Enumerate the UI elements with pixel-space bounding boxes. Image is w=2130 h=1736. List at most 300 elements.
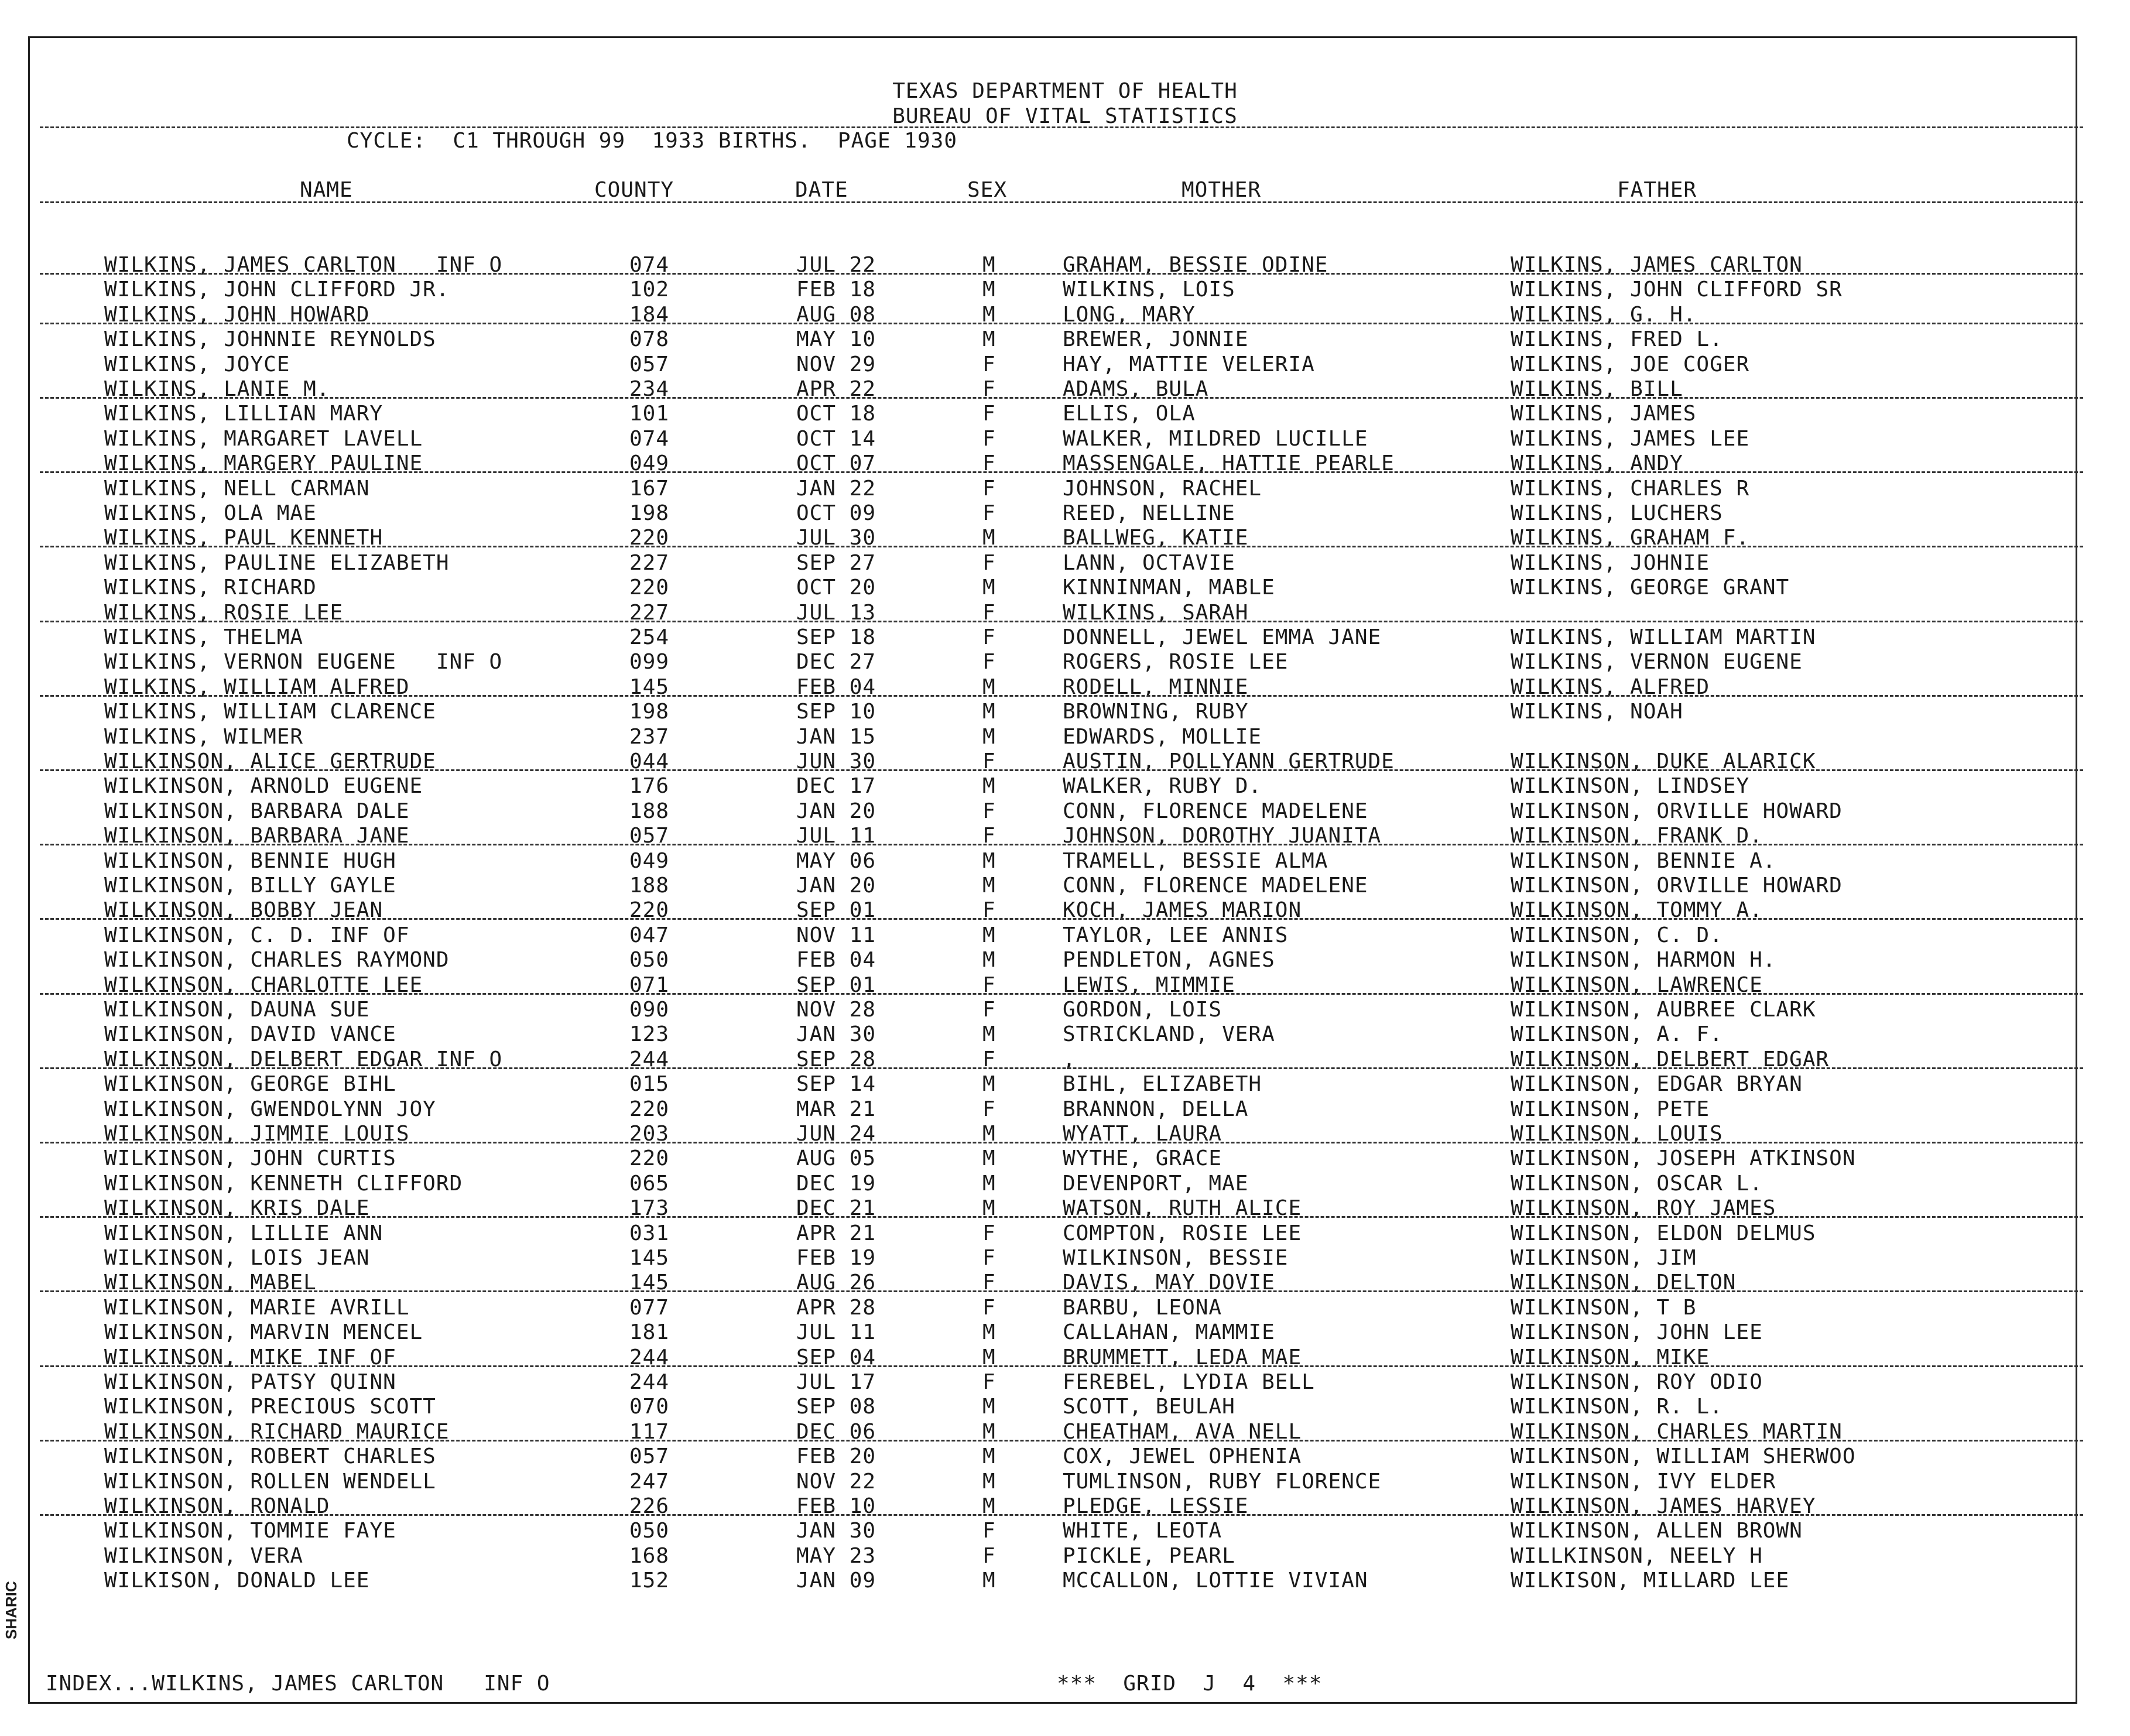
cell-sex: F	[982, 1271, 996, 1295]
cell-mother: REED, NELLINE	[1063, 501, 1235, 525]
cell-sex: F	[982, 1246, 996, 1270]
cell-mother: LEWIS, MIMMIE	[1063, 973, 1235, 997]
cell-sex: F	[982, 650, 996, 674]
cell-date: JUN 30	[796, 749, 876, 773]
cell-sex: F	[982, 477, 996, 501]
cell-name: WILKINSON, ROBERT CHARLES	[104, 1444, 436, 1468]
cell-mother: WILKINS, LOIS	[1063, 278, 1235, 302]
cell-sex: M	[982, 700, 996, 724]
cell-father: WILKINSON, JOHN LEE	[1511, 1320, 1763, 1344]
cell-county: 203	[629, 1122, 670, 1146]
cell-county: 220	[629, 898, 670, 922]
table-row	[0, 998, 2130, 1022]
cell-county: 057	[629, 824, 670, 848]
cell-name: WILKINSON, KRIS DALE	[104, 1196, 370, 1220]
cell-date: APR 28	[796, 1296, 876, 1320]
page-title: TEXAS DEPARTMENT OF HEALTH	[892, 79, 1238, 103]
cell-father: WILKINSON, EDGAR BRYAN	[1511, 1072, 1803, 1096]
cell-sex: F	[982, 1519, 996, 1543]
cell-sex: M	[982, 327, 996, 351]
cell-father: WILKISON, MILLARD LEE	[1511, 1569, 1790, 1593]
cell-date: AUG 05	[796, 1146, 876, 1170]
cell-mother: ,	[1063, 1047, 1076, 1071]
cell-mother: COX, JEWEL OPHENIA	[1063, 1444, 1302, 1468]
cell-father: WILKINSON, LINDSEY	[1511, 774, 1750, 798]
cell-county: 234	[629, 377, 670, 401]
cell-mother: MCCALLON, LOTTIE VIVIAN	[1063, 1569, 1368, 1593]
cell-mother: SCOTT, BEULAH	[1063, 1395, 1235, 1419]
cell-mother: RODELL, MINNIE	[1063, 675, 1249, 699]
cell-name: WILKINSON, LILLIE ANN	[104, 1221, 383, 1245]
cell-sex: M	[982, 1320, 996, 1344]
cell-date: FEB 18	[796, 278, 876, 302]
cell-county: 168	[629, 1544, 670, 1568]
page-subtitle: BUREAU OF VITAL STATISTICS	[892, 104, 1238, 128]
cell-county: 123	[629, 1022, 670, 1046]
footer-grid: *** GRID J 4 ***	[1057, 1672, 1323, 1696]
row-group-divider	[40, 397, 2083, 399]
cell-sex: F	[982, 824, 996, 848]
cell-sex: M	[982, 1345, 996, 1369]
cell-mother: WATSON, RUTH ALICE	[1063, 1196, 1302, 1220]
cell-county: 015	[629, 1072, 670, 1096]
cell-date: FEB 20	[796, 1444, 876, 1468]
cell-mother: TUMLINSON, RUBY FLORENCE	[1063, 1470, 1382, 1494]
cell-sex: M	[982, 1022, 996, 1046]
cell-date: MAY 23	[796, 1544, 876, 1568]
row-group-divider	[40, 695, 2083, 697]
cell-sex: M	[982, 1072, 996, 1096]
cell-sex: F	[982, 601, 996, 625]
cell-mother: CHEATHAM, AVA NELL	[1063, 1420, 1302, 1444]
cell-father: WILKINS, ANDY	[1511, 451, 1683, 475]
cell-name: WILKINSON, MARVIN MENCEL	[104, 1320, 423, 1344]
cell-name: WILKINS, MARGARET LAVELL	[104, 427, 423, 451]
cell-name: WILKINSON, ALICE GERTRUDE	[104, 749, 436, 773]
table-row	[0, 1246, 2130, 1271]
cell-county: 237	[629, 725, 670, 749]
cell-name: WILKINSON, ARNOLD EUGENE	[104, 774, 423, 798]
cell-date: FEB 04	[796, 948, 876, 972]
cell-date: OCT 07	[796, 451, 876, 475]
cell-sex: F	[982, 799, 996, 823]
cell-sex: F	[982, 501, 996, 525]
table-row	[0, 1544, 2130, 1569]
cell-mother: ELLIS, OLA	[1063, 402, 1196, 426]
cell-name: WILKINS, JOYCE	[104, 352, 290, 376]
cell-name: WILKINSON, BILLY GAYLE	[104, 874, 396, 898]
cell-county: 117	[629, 1420, 670, 1444]
cell-county: 198	[629, 700, 670, 724]
cell-date: JAN 09	[796, 1569, 876, 1593]
cell-date: DEC 21	[796, 1196, 876, 1220]
cell-name: WILKINS, THELMA	[104, 625, 304, 649]
row-group-divider	[40, 471, 2083, 473]
cell-sex: M	[982, 1420, 996, 1444]
cell-date: MAY 06	[796, 849, 876, 873]
cell-sex: M	[982, 874, 996, 898]
table-row	[0, 427, 2130, 451]
table-row	[0, 1221, 2130, 1246]
cell-date: JUL 17	[796, 1370, 876, 1394]
table-row	[0, 650, 2130, 674]
cell-father: WILKINS, FRED L.	[1511, 327, 1723, 351]
cell-mother: PENDLETON, AGNES	[1063, 948, 1275, 972]
cell-date: JAN 20	[796, 874, 876, 898]
row-group-divider	[40, 546, 2083, 547]
row-group-divider	[40, 323, 2083, 324]
cell-father: WILKINSON, JIM	[1511, 1246, 1697, 1270]
cell-date: APR 22	[796, 377, 876, 401]
cell-name: WILKINS, JOHN HOWARD	[104, 303, 370, 327]
cell-mother: COMPTON, ROSIE LEE	[1063, 1221, 1302, 1245]
cell-name: WILKINSON, JOHN CURTIS	[104, 1146, 396, 1170]
cell-name: WILKINSON, MABEL	[104, 1271, 317, 1295]
cell-name: WILKINSON, TOMMIE FAYE	[104, 1519, 396, 1543]
table-row	[0, 327, 2130, 352]
cell-name: WILKINSON, VERA	[104, 1544, 304, 1568]
cell-father: WILKINS, GRAHAM F.	[1511, 526, 1750, 550]
cell-date: JUL 11	[796, 1320, 876, 1344]
cell-sex: M	[982, 303, 996, 327]
cell-mother: DAVIS, MAY DOVIE	[1063, 1271, 1275, 1295]
table-row	[0, 774, 2130, 799]
cell-date: FEB 19	[796, 1246, 876, 1270]
cell-sex: F	[982, 1097, 996, 1121]
cell-date: NOV 11	[796, 923, 876, 947]
row-group-divider	[40, 1440, 2083, 1441]
cell-sex: F	[982, 898, 996, 922]
column-header-name: NAME	[300, 178, 353, 202]
cell-date: SEP 14	[796, 1072, 876, 1096]
cell-county: 198	[629, 501, 670, 525]
cell-father: WILKINSON, T B	[1511, 1296, 1697, 1320]
column-header-county: COUNTY	[594, 178, 674, 202]
cell-father: WILKINSON, ORVILLE HOWARD	[1511, 799, 1843, 823]
cell-sex: M	[982, 278, 996, 302]
cell-father: WILKINSON, MIKE	[1511, 1345, 1710, 1369]
cell-father: WILKINS, VERNON EUGENE	[1511, 650, 1803, 674]
cell-father: WILKINS, ALFRED	[1511, 675, 1710, 699]
cell-mother: GRAHAM, BESSIE ODINE	[1063, 253, 1328, 277]
cell-sex: F	[982, 998, 996, 1022]
cell-name: WILKINSON, DELBERT EDGAR INF O	[104, 1047, 503, 1071]
cell-date: APR 21	[796, 1221, 876, 1245]
cell-county: 090	[629, 998, 670, 1022]
table-row	[0, 1146, 2130, 1171]
cell-county: 244	[629, 1345, 670, 1369]
cell-sex: F	[982, 1221, 996, 1245]
cell-name: WILKINSON, KENNETH CLIFFORD	[104, 1172, 463, 1196]
cell-county: 188	[629, 799, 670, 823]
cell-name: WILKINSON, GWENDOLYNN JOY	[104, 1097, 436, 1121]
cell-county: 181	[629, 1320, 670, 1344]
cell-date: FEB 10	[796, 1494, 876, 1518]
cell-sex: M	[982, 1470, 996, 1494]
cell-date: OCT 20	[796, 576, 876, 600]
row-group-divider	[40, 1067, 2083, 1069]
cell-name: WILKINSON, ROLLEN WENDELL	[104, 1470, 436, 1494]
table-row	[0, 1370, 2130, 1395]
cell-county: 050	[629, 1519, 670, 1543]
table-row	[0, 725, 2130, 749]
cell-father: WILKINSON, DUKE ALARICK	[1511, 749, 1816, 773]
cell-date: SEP 10	[796, 700, 876, 724]
cell-father: WILKINS, BILL	[1511, 377, 1683, 401]
cell-date: JAN 20	[796, 799, 876, 823]
table-row	[0, 1444, 2130, 1469]
cell-sex: M	[982, 1395, 996, 1419]
cell-mother: JOHNSON, RACHEL	[1063, 477, 1262, 501]
cell-mother: BIHL, ELIZABETH	[1063, 1072, 1262, 1096]
cell-name: WILKINS, WILLIAM CLARENCE	[104, 700, 436, 724]
header-divider	[40, 126, 2083, 128]
cell-father: WILKINSON, ORVILLE HOWARD	[1511, 874, 1843, 898]
cell-father: WILKINSON, LAWRENCE	[1511, 973, 1763, 997]
row-group-divider	[40, 621, 2083, 622]
cell-date: DEC 06	[796, 1420, 876, 1444]
cell-name: WILKISON, DONALD LEE	[104, 1569, 370, 1593]
cell-county: 031	[629, 1221, 670, 1245]
cell-date: SEP 04	[796, 1345, 876, 1369]
cell-county: 247	[629, 1470, 670, 1494]
cell-mother: WYATT, LAURA	[1063, 1122, 1222, 1146]
cell-county: 226	[629, 1494, 670, 1518]
cell-name: WILKINSON, BARBARA DALE	[104, 799, 410, 823]
cell-date: SEP 27	[796, 551, 876, 575]
cell-date: DEC 27	[796, 650, 876, 674]
cell-father: WILKINS, GEORGE GRANT	[1511, 576, 1790, 600]
cell-mother: CONN, FLORENCE MADELENE	[1063, 874, 1368, 898]
cell-name: WILKINS, NELL CARMAN	[104, 477, 370, 501]
cell-date: SEP 18	[796, 625, 876, 649]
cell-county: 167	[629, 477, 670, 501]
cell-date: JAN 15	[796, 725, 876, 749]
cell-father: WILKINSON, BENNIE A.	[1511, 849, 1776, 873]
cell-father: WILKINSON, LOUIS	[1511, 1122, 1723, 1146]
cell-sex: M	[982, 948, 996, 972]
cell-name: WILKINS, RICHARD	[104, 576, 317, 600]
cell-mother: BARBU, LEONA	[1063, 1296, 1222, 1320]
cell-mother: STRICKLAND, VERA	[1063, 1022, 1275, 1046]
cell-name: WILKINS, PAULINE ELIZABETH	[104, 551, 450, 575]
cell-father: WILKINSON, ROY JAMES	[1511, 1196, 1776, 1220]
cell-father: WILKINS, LUCHERS	[1511, 501, 1723, 525]
cell-mother: BALLWEG, KATIE	[1063, 526, 1249, 550]
column-header-mother: MOTHER	[1182, 178, 1262, 202]
cell-mother: ADAMS, BULA	[1063, 377, 1209, 401]
cell-county: 078	[629, 327, 670, 351]
side-label: SHARIC	[2, 1581, 20, 1639]
table-row	[0, 576, 2130, 600]
cell-name: WILKINSON, CHARLES RAYMOND	[104, 948, 450, 972]
cell-name: WILKINSON, RICHARD MAURICE	[104, 1420, 450, 1444]
cell-father: WILKINSON, IVY ELDER	[1511, 1470, 1776, 1494]
cell-name: WILKINS, JOHN CLIFFORD JR.	[104, 278, 450, 302]
cell-sex: F	[982, 1296, 996, 1320]
table-row	[0, 1395, 2130, 1419]
cell-sex: M	[982, 1569, 996, 1593]
cell-name: WILKINSON, BENNIE HUGH	[104, 849, 396, 873]
table-row	[0, 874, 2130, 898]
cell-mother: WALKER, MILDRED LUCILLE	[1063, 427, 1368, 451]
cell-date: OCT 14	[796, 427, 876, 451]
cell-name: WILKINSON, PATSY QUINN	[104, 1370, 396, 1394]
table-row	[0, 923, 2130, 948]
table-row	[0, 1172, 2130, 1196]
cell-mother: LANN, OCTAVIE	[1063, 551, 1235, 575]
cell-county: 227	[629, 601, 670, 625]
cell-county: 071	[629, 973, 670, 997]
column-header-sex: SEX	[967, 178, 1008, 202]
cell-date: MAR 21	[796, 1097, 876, 1121]
cell-sex: M	[982, 1444, 996, 1468]
cell-date: JUL 11	[796, 824, 876, 848]
cell-name: WILKINSON, LOIS JEAN	[104, 1246, 370, 1270]
cell-name: WILKINS, JAMES CARLTON INF O	[104, 253, 503, 277]
row-group-divider	[40, 1514, 2083, 1516]
cell-name: WILKINSON, JIMMIE LOUIS	[104, 1122, 410, 1146]
cell-mother: AUSTIN, POLLYANN GERTRUDE	[1063, 749, 1395, 773]
table-row	[0, 1296, 2130, 1320]
cell-sex: M	[982, 576, 996, 600]
cell-mother: WHITE, LEOTA	[1063, 1519, 1222, 1543]
cell-sex: F	[982, 427, 996, 451]
cell-sex: F	[982, 749, 996, 773]
cell-father: WILKINSON, FRANK D.	[1511, 824, 1763, 848]
cell-sex: F	[982, 402, 996, 426]
table-row	[0, 799, 2130, 824]
cell-county: 188	[629, 874, 670, 898]
cell-name: WILKINSON, MIKE INF OF	[104, 1345, 396, 1369]
cell-date: MAY 10	[796, 327, 876, 351]
cell-mother: KOCH, JAMES MARION	[1063, 898, 1302, 922]
cell-sex: M	[982, 1196, 996, 1220]
cell-date: JUN 24	[796, 1122, 876, 1146]
cell-name: WILKINSON, CHARLOTTE LEE	[104, 973, 423, 997]
cell-sex: M	[982, 774, 996, 798]
cell-name: WILKINSON, BARBARA JANE	[104, 824, 410, 848]
cell-sex: F	[982, 1047, 996, 1071]
cell-sex: M	[982, 725, 996, 749]
cell-father: WILKINS, JAMES LEE	[1511, 427, 1750, 451]
cell-date: JUL 22	[796, 253, 876, 277]
table-row	[0, 1022, 2130, 1047]
column-header-date: DATE	[795, 178, 848, 202]
table-row	[0, 278, 2130, 302]
cell-father: WILKINS, WILLIAM MARTIN	[1511, 625, 1816, 649]
cell-father: WILKINS, JOHN CLIFFORD SR	[1511, 278, 1843, 302]
cell-mother: DEVENPORT, MAE	[1063, 1172, 1249, 1196]
row-group-divider	[40, 273, 2083, 275]
column-header-divider	[40, 201, 2083, 203]
cell-name: WILKINS, WILMER	[104, 725, 304, 749]
cell-mother: WILKINS, SARAH	[1063, 601, 1249, 625]
cell-county: 057	[629, 1444, 670, 1468]
cell-father: WILKINS, G. H.	[1511, 303, 1697, 327]
row-group-divider	[40, 1142, 2083, 1143]
cell-date: DEC 17	[796, 774, 876, 798]
cell-father: WILKINSON, HARMON H.	[1511, 948, 1776, 972]
table-row	[0, 1519, 2130, 1543]
cell-name: WILKINSON, C. D. INF OF	[104, 923, 410, 947]
footer-index: INDEX...WILKINS, JAMES CARLTON INF O	[46, 1672, 550, 1696]
cell-sex: F	[982, 451, 996, 475]
cell-father: WILKINSON, CHARLES MARTIN	[1511, 1420, 1843, 1444]
table-row	[0, 1470, 2130, 1494]
cell-county: 173	[629, 1196, 670, 1220]
cell-name: WILKINS, VERNON EUGENE INF O	[104, 650, 503, 674]
cell-county: 220	[629, 526, 670, 550]
cell-name: WILKINS, LILLIAN MARY	[104, 402, 383, 426]
cycle-line: CYCLE: C1 THROUGH 99 1933 BIRTHS. PAGE 1930	[347, 129, 957, 153]
cell-sex: M	[982, 1122, 996, 1146]
cell-mother: GORDON, LOIS	[1063, 998, 1222, 1022]
cell-mother: CALLAHAN, MAMMIE	[1063, 1320, 1275, 1344]
cell-mother: EDWARDS, MOLLIE	[1063, 725, 1262, 749]
table-row	[0, 352, 2130, 377]
cell-mother: MASSENGALE, HATTIE PEARLE	[1063, 451, 1395, 475]
table-row	[0, 1072, 2130, 1097]
cell-date: JUL 13	[796, 601, 876, 625]
row-group-divider	[40, 1216, 2083, 1218]
cell-mother: HAY, MATTIE VELERIA	[1063, 352, 1315, 376]
row-group-divider	[40, 769, 2083, 771]
cell-date: JAN 22	[796, 477, 876, 501]
cell-name: WILKINS, ROSIE LEE	[104, 601, 344, 625]
cell-name: WILKINS, OLA MAE	[104, 501, 317, 525]
table-row	[0, 402, 2130, 426]
cell-date: FEB 04	[796, 675, 876, 699]
cell-father: WILKINS, JAMES	[1511, 402, 1697, 426]
cell-mother: PLEDGE, LESSIE	[1063, 1494, 1249, 1518]
table-row	[0, 551, 2130, 576]
cell-mother: TRAMELL, BESSIE ALMA	[1063, 849, 1328, 873]
cell-date: JUL 30	[796, 526, 876, 550]
cell-name: WILKINS, WILLIAM ALFRED	[104, 675, 410, 699]
cell-date: SEP 01	[796, 973, 876, 997]
cell-date: JAN 30	[796, 1022, 876, 1046]
column-header-father: FATHER	[1617, 178, 1697, 202]
cell-county: 074	[629, 427, 670, 451]
cell-sex: F	[982, 551, 996, 575]
row-group-divider	[40, 993, 2083, 995]
cell-county: 220	[629, 576, 670, 600]
table-row	[0, 849, 2130, 874]
cell-date: SEP 01	[796, 898, 876, 922]
cell-name: WILKINS, LANIE M.	[104, 377, 330, 401]
table-row	[0, 501, 2130, 526]
cell-county: 099	[629, 650, 670, 674]
cell-name: WILKINSON, GEORGE BIHL	[104, 1072, 396, 1096]
cell-father: WILKINSON, A. F.	[1511, 1022, 1723, 1046]
cell-mother: WYTHE, GRACE	[1063, 1146, 1222, 1170]
table-row	[0, 948, 2130, 973]
cell-sex: F	[982, 1370, 996, 1394]
cell-name: WILKINS, MARGERY PAULINE	[104, 451, 423, 475]
cell-father: WILKINS, NOAH	[1511, 700, 1683, 724]
cell-county: 049	[629, 849, 670, 873]
cell-name: WILKINSON, DAVID VANCE	[104, 1022, 396, 1046]
cell-name: WILKINSON, RONALD	[104, 1494, 330, 1518]
cell-sex: M	[982, 923, 996, 947]
cell-date: JAN 30	[796, 1519, 876, 1543]
cell-date: OCT 18	[796, 402, 876, 426]
cell-sex: M	[982, 1146, 996, 1170]
table-row	[0, 1097, 2130, 1122]
cell-sex: M	[982, 1494, 996, 1518]
cell-mother: WALKER, RUBY D.	[1063, 774, 1262, 798]
